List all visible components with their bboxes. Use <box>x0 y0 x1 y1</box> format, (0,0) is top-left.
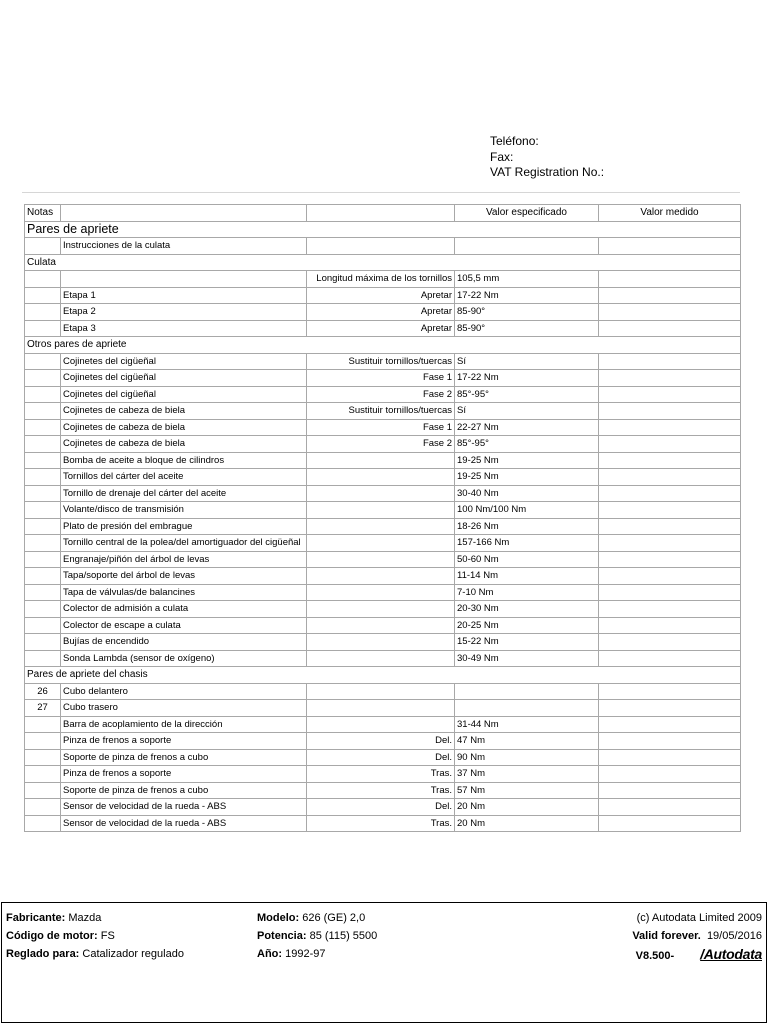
component-cell: Etapa 2 <box>61 304 307 321</box>
measured-value-cell <box>599 650 741 667</box>
engine-code-value: FS <box>100 930 115 942</box>
engine-code-label: Código de motor: <box>6 930 98 942</box>
note-cell <box>25 535 61 552</box>
measured-value-cell <box>599 568 741 585</box>
note-cell <box>25 403 61 420</box>
measured-value-cell <box>599 419 741 436</box>
measured-value-cell <box>599 370 741 387</box>
table-row <box>25 700 741 717</box>
condition-cell: Sustituir tornillos/tuercas <box>307 403 455 420</box>
contact-block <box>490 134 604 181</box>
measured-value-cell <box>599 617 741 634</box>
specified-value-cell: 19-25 Nm <box>455 469 599 486</box>
model-label: Modelo: <box>257 912 300 924</box>
table-row <box>25 535 741 552</box>
specified-value-cell: 11-14 Nm <box>455 568 599 585</box>
component-cell <box>61 271 307 288</box>
specified-value-cell: 90 Nm <box>455 749 599 766</box>
note-cell <box>25 815 61 832</box>
note-cell <box>25 634 61 651</box>
component-cell: Tornillos del cárter del aceite <box>61 469 307 486</box>
section-row <box>25 667 741 684</box>
phone-label: Teléfono: <box>490 134 539 148</box>
year-line <box>257 945 377 963</box>
measured-value-cell <box>599 304 741 321</box>
measured-value-cell <box>599 287 741 304</box>
measured-value-cell <box>599 452 741 469</box>
manufacturer-value: Mazda <box>68 912 102 924</box>
specified-value-cell: 30-40 Nm <box>455 485 599 502</box>
note-cell <box>25 518 61 535</box>
note-cell <box>25 749 61 766</box>
condition-cell <box>307 238 455 255</box>
year-label: Año: <box>257 948 283 960</box>
validity-line <box>632 927 762 945</box>
component-cell: Cubo trasero <box>61 700 307 717</box>
component-cell: Cojinetes de cabeza de biela <box>61 419 307 436</box>
table-header-row <box>25 205 741 222</box>
component-cell: Etapa 1 <box>61 287 307 304</box>
table-row <box>25 353 741 370</box>
condition-cell <box>307 584 455 601</box>
note-cell <box>25 568 61 585</box>
table-row <box>25 287 741 304</box>
specified-value-cell: 20-30 Nm <box>455 601 599 618</box>
specified-value-cell: 18-26 Nm <box>455 518 599 535</box>
note-cell <box>25 452 61 469</box>
component-cell: Tapa/soporte del árbol de levas <box>61 568 307 585</box>
measured-value-cell <box>599 749 741 766</box>
specified-value-cell: 20-25 Nm <box>455 617 599 634</box>
header-notes: Notas <box>25 205 61 222</box>
component-cell: Engranaje/piñón del árbol de levas <box>61 551 307 568</box>
measured-value-cell <box>599 733 741 750</box>
table-row <box>25 452 741 469</box>
condition-cell: Del. <box>307 799 455 816</box>
table-row <box>25 469 741 486</box>
measured-value-cell <box>599 271 741 288</box>
measured-value-cell <box>599 584 741 601</box>
measured-value-cell <box>599 535 741 552</box>
specified-value-cell: 22-27 Nm <box>455 419 599 436</box>
note-cell <box>25 353 61 370</box>
specified-value-cell: 157-166 Nm <box>455 535 599 552</box>
table-row <box>25 617 741 634</box>
torque-table <box>24 204 741 832</box>
component-cell: Soporte de pinza de frenos a cubo <box>61 782 307 799</box>
condition-cell: Tras. <box>307 815 455 832</box>
header-measured-value: Valor medido <box>599 205 741 222</box>
footer-publisher-info <box>632 909 762 965</box>
model-line <box>257 909 377 927</box>
fax-label: Fax: <box>490 149 514 164</box>
measured-value-cell <box>599 320 741 337</box>
power-value: 85 (115) 5500 <box>309 930 378 942</box>
condition-cell: Apretar <box>307 320 455 337</box>
power-line <box>257 927 377 945</box>
note-cell <box>25 287 61 304</box>
measured-value-cell <box>599 716 741 733</box>
condition-cell <box>307 634 455 651</box>
specified-value-cell: 50-60 Nm <box>455 551 599 568</box>
header-condition <box>307 205 455 222</box>
measured-value-cell <box>599 386 741 403</box>
note-cell <box>25 419 61 436</box>
condition-cell <box>307 551 455 568</box>
measured-value-cell <box>599 436 741 453</box>
condition-cell <box>307 452 455 469</box>
measured-value-cell <box>599 815 741 832</box>
measured-value-cell <box>599 502 741 519</box>
table-row <box>25 716 741 733</box>
specified-value-cell: 30-49 Nm <box>455 650 599 667</box>
table-row <box>25 766 741 783</box>
condition-cell: Tras. <box>307 782 455 799</box>
table-row <box>25 815 741 832</box>
measured-value-cell <box>599 700 741 717</box>
section-label: Culata <box>25 254 741 271</box>
measured-value-cell <box>599 799 741 816</box>
section-label: Pares de apriete del chasis <box>25 667 741 684</box>
condition-cell: Apretar <box>307 304 455 321</box>
condition-cell: Fase 2 <box>307 386 455 403</box>
tuned-for-value: Catalizador regulado <box>82 948 184 960</box>
note-cell <box>25 320 61 337</box>
specified-value-cell: 37 Nm <box>455 766 599 783</box>
component-cell: Cojinetes del cigüeñal <box>61 353 307 370</box>
table-title-row <box>25 221 741 238</box>
condition-cell: Apretar <box>307 287 455 304</box>
condition-cell <box>307 535 455 552</box>
condition-cell: Tras. <box>307 766 455 783</box>
valid-label: Valid forever. <box>632 930 701 942</box>
note-cell <box>25 782 61 799</box>
component-cell: Barra de acoplamiento de la dirección <box>61 716 307 733</box>
footer <box>1 902 767 1023</box>
measured-value-cell <box>599 766 741 783</box>
model-value: 626 (GE) 2,0 <box>302 912 366 924</box>
section-row <box>25 337 741 354</box>
note-cell <box>25 436 61 453</box>
note-cell <box>25 650 61 667</box>
measured-value-cell <box>599 601 741 618</box>
measured-value-cell <box>599 353 741 370</box>
note-cell <box>25 238 61 255</box>
version-line <box>632 945 762 965</box>
version: V8.500- <box>635 950 675 962</box>
condition-cell: Fase 1 <box>307 370 455 387</box>
table-row <box>25 238 741 255</box>
specified-value-cell: 85-90° <box>455 304 599 321</box>
measured-value-cell <box>599 469 741 486</box>
condition-cell: Fase 1 <box>307 419 455 436</box>
autodata-logo: /Autodata <box>700 946 762 962</box>
condition-cell: Sustituir tornillos/tuercas <box>307 353 455 370</box>
table-row <box>25 551 741 568</box>
note-cell <box>25 617 61 634</box>
section-label: Otros pares de apriete <box>25 337 741 354</box>
vat-label: VAT Registration No.: <box>490 165 605 179</box>
specified-value-cell: 85°-95° <box>455 436 599 453</box>
component-cell: Tornillo de drenaje del cárter del aceite <box>61 485 307 502</box>
table-row <box>25 733 741 750</box>
component-cell: Plato de presión del embrague <box>61 518 307 535</box>
condition-cell <box>307 700 455 717</box>
component-cell: Volante/disco de transmisión <box>61 502 307 519</box>
table-row <box>25 304 741 321</box>
specified-value-cell: 105,5 mm <box>455 271 599 288</box>
table-row <box>25 683 741 700</box>
power-label: Potencia: <box>257 930 307 942</box>
footer-vehicle-info <box>6 909 184 963</box>
component-cell: Colector de escape a culata <box>61 617 307 634</box>
specified-value-cell: 31-44 Nm <box>455 716 599 733</box>
note-cell <box>25 386 61 403</box>
component-cell: Etapa 3 <box>61 320 307 337</box>
component-cell: Sensor de velocidad de la rueda - ABS <box>61 815 307 832</box>
measured-value-cell <box>599 683 741 700</box>
component-cell: Sensor de velocidad de la rueda - ABS <box>61 799 307 816</box>
manufacturer-line <box>6 909 184 927</box>
table-row <box>25 320 741 337</box>
note-cell <box>25 601 61 618</box>
component-cell: Cojinetes de cabeza de biela <box>61 403 307 420</box>
component-cell: Pinza de frenos a soporte <box>61 766 307 783</box>
header-specified-value: Valor especificado <box>455 205 599 222</box>
table-row <box>25 584 741 601</box>
condition-cell: Longitud máxima de los tornillos <box>307 271 455 288</box>
table-row <box>25 386 741 403</box>
condition-cell <box>307 502 455 519</box>
specified-value-cell: 57 Nm <box>455 782 599 799</box>
specified-value-cell <box>455 238 599 255</box>
component-cell: Cojinetes de cabeza de biela <box>61 436 307 453</box>
copyright: (c) Autodata Limited 2009 <box>636 912 762 924</box>
component-cell: Pinza de frenos a soporte <box>61 733 307 750</box>
note-cell <box>25 485 61 502</box>
specified-value-cell: 85-90° <box>455 320 599 337</box>
note-cell <box>25 370 61 387</box>
note-cell <box>25 716 61 733</box>
note-cell <box>25 799 61 816</box>
specified-value-cell: 19-25 Nm <box>455 452 599 469</box>
header-divider <box>22 192 740 193</box>
component-cell: Soporte de pinza de frenos a cubo <box>61 749 307 766</box>
condition-cell <box>307 601 455 618</box>
measured-value-cell <box>599 485 741 502</box>
section-row <box>25 254 741 271</box>
note-cell <box>25 551 61 568</box>
condition-cell <box>307 617 455 634</box>
specified-value-cell: 17-22 Nm <box>455 287 599 304</box>
specified-value-cell: Sí <box>455 403 599 420</box>
specified-value-cell: 15-22 Nm <box>455 634 599 651</box>
table-row <box>25 650 741 667</box>
specified-value-cell: Sí <box>455 353 599 370</box>
manufacturer-label: Fabricante: <box>6 912 66 924</box>
condition-cell: Del. <box>307 733 455 750</box>
measured-value-cell <box>599 782 741 799</box>
table-row <box>25 568 741 585</box>
table-row <box>25 271 741 288</box>
table-row <box>25 403 741 420</box>
note-cell: 26 <box>25 683 61 700</box>
condition-cell: Del. <box>307 749 455 766</box>
note-cell <box>25 304 61 321</box>
note-cell <box>25 584 61 601</box>
year-value: 1992-97 <box>285 948 326 960</box>
table-row <box>25 634 741 651</box>
table-row <box>25 436 741 453</box>
component-cell: Cojinetes del cigüeñal <box>61 386 307 403</box>
footer-model-info <box>257 909 377 963</box>
specified-value-cell: 20 Nm <box>455 815 599 832</box>
specified-value-cell: 47 Nm <box>455 733 599 750</box>
tuned-for-label: Reglado para: <box>6 948 80 960</box>
specified-value-cell <box>455 700 599 717</box>
table-row <box>25 370 741 387</box>
note-cell <box>25 271 61 288</box>
table-row <box>25 782 741 799</box>
component-cell: Cojinetes del cigüeñal <box>61 370 307 387</box>
specified-value-cell: 85°-95° <box>455 386 599 403</box>
table-row <box>25 799 741 816</box>
condition-cell <box>307 683 455 700</box>
component-cell: Sonda Lambda (sensor de oxígeno) <box>61 650 307 667</box>
engine-code-line <box>6 927 184 945</box>
condition-cell <box>307 485 455 502</box>
table-row <box>25 502 741 519</box>
table-row <box>25 518 741 535</box>
condition-cell <box>307 650 455 667</box>
note-cell <box>25 733 61 750</box>
measured-value-cell <box>599 403 741 420</box>
note-cell <box>25 766 61 783</box>
note-cell: 27 <box>25 700 61 717</box>
component-cell: Bujías de encendido <box>61 634 307 651</box>
measured-value-cell <box>599 238 741 255</box>
condition-cell: Fase 2 <box>307 436 455 453</box>
measured-value-cell <box>599 518 741 535</box>
measured-value-cell <box>599 634 741 651</box>
note-cell <box>25 502 61 519</box>
condition-cell <box>307 518 455 535</box>
header-component <box>61 205 307 222</box>
note-cell <box>25 469 61 486</box>
specified-value-cell: 7-10 Nm <box>455 584 599 601</box>
valid-date: 19/05/2016 <box>706 930 762 942</box>
measured-value-cell <box>599 551 741 568</box>
specified-value-cell <box>455 683 599 700</box>
component-cell: Tapa de válvulas/de balancines <box>61 584 307 601</box>
condition-cell <box>307 716 455 733</box>
specified-value-cell: 20 Nm <box>455 799 599 816</box>
condition-cell <box>307 568 455 585</box>
component-cell: Tornillo central de la polea/del amortiguador del cigüeñal <box>61 535 307 552</box>
table-row <box>25 419 741 436</box>
component-cell: Instrucciones de la culata <box>61 238 307 255</box>
component-cell: Bomba de aceite a bloque de cilindros <box>61 452 307 469</box>
condition-cell <box>307 469 455 486</box>
tuned-for-line <box>6 945 184 963</box>
component-cell: Colector de admisión a culata <box>61 601 307 618</box>
specified-value-cell: 100 Nm/100 Nm <box>455 502 599 519</box>
table-row <box>25 749 741 766</box>
component-cell: Cubo delantero <box>61 683 307 700</box>
table-title: Pares de apriete <box>25 221 741 238</box>
table-row <box>25 601 741 618</box>
specified-value-cell: 17-22 Nm <box>455 370 599 387</box>
table-row <box>25 485 741 502</box>
